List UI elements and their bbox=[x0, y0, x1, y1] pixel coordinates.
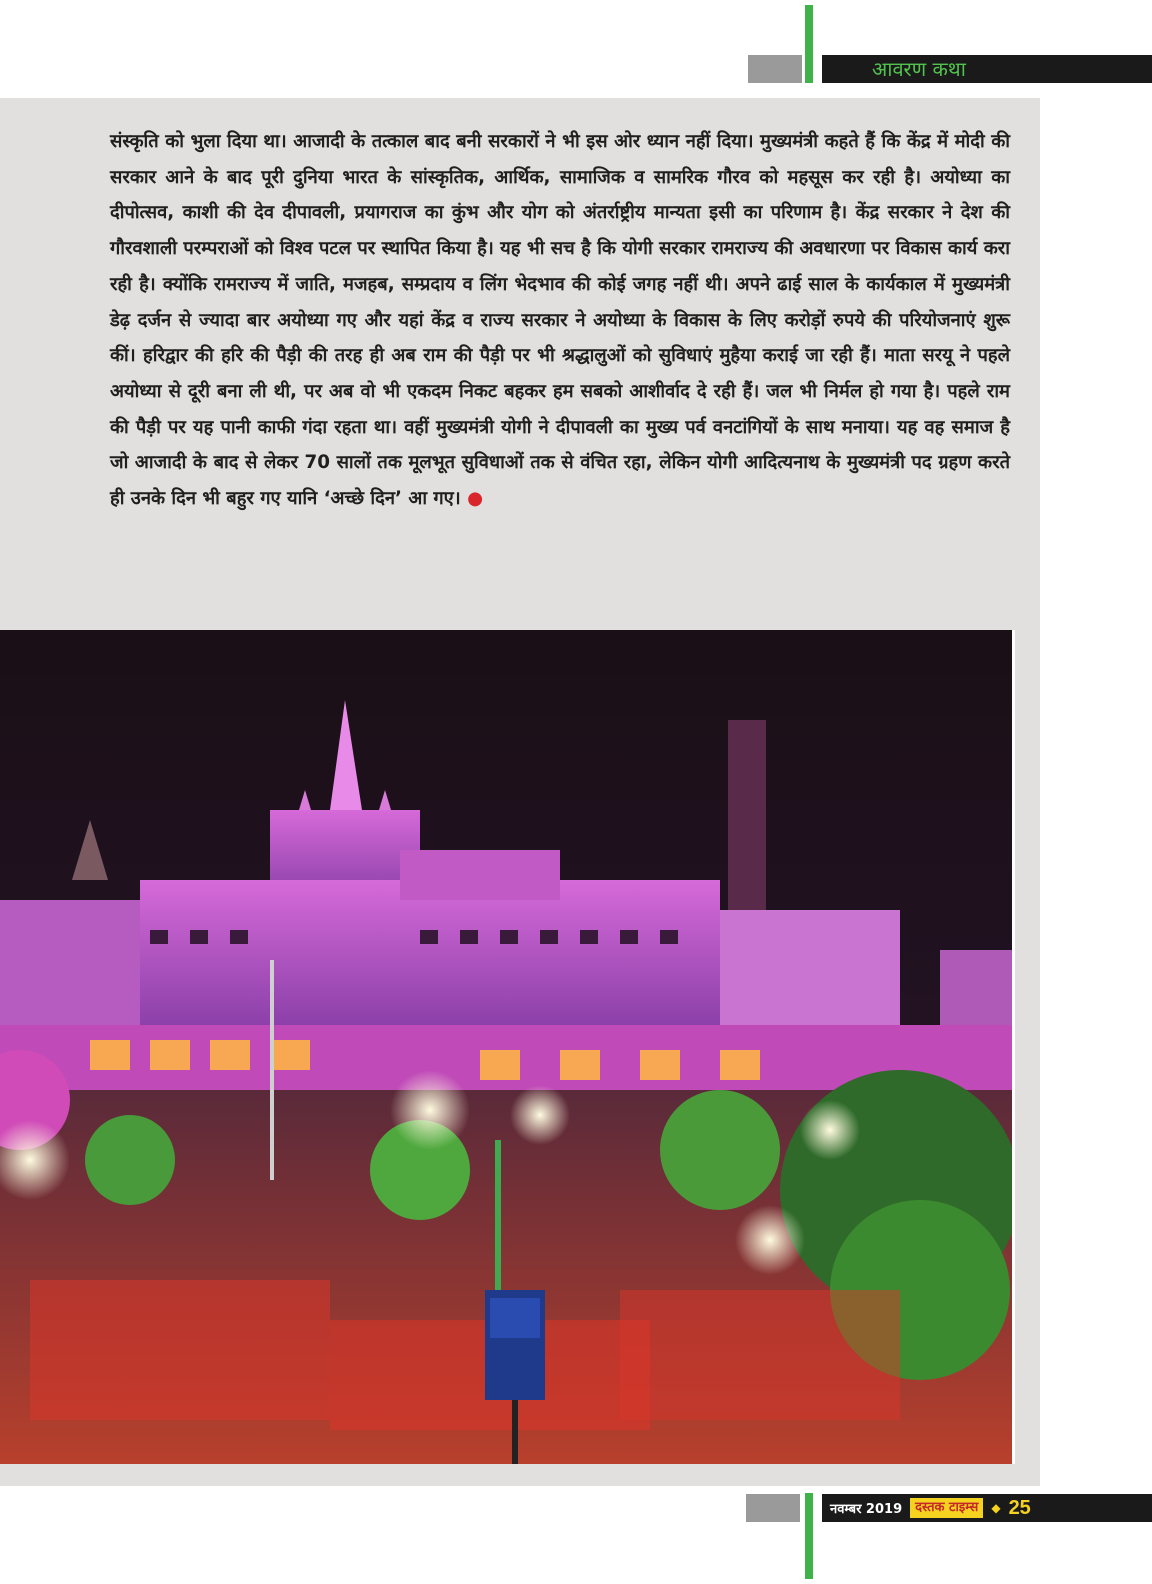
photo-illustration bbox=[0, 630, 1012, 1464]
article-body-text: संस्कृति को भुला दिया था। आजादी के तत्काल बाद बनी सरकारों ने भी इस ओर ध्यान नहीं दिया। मुख्यमंत्री कहते हैं कि केंद्र में मोदी की सरकार आने के बाद पूरी दुनिया भारत के सांस्कृतिक, आर्थिक, सामाजिक व सामरिक गौरव को महसूस कर रही है। अयोध्या का दीपोत्सव, काशी की देव दीपावली, प्रयागराज का कुंभ और योग को अंतर्राष्ट्रीय मान्यता इसी का परिणाम है। केंद्र सरकार ने देश की गौरवशाली परम्पराओं को विश्व पटल पर स्थापित किया है। यह भी सच है कि योगी सरकार रामराज्य की अवधारणा पर विकास कार्य करा रही है। क्योंकि रामराज्य में जाति, मजहब, सम्प्रदाय व लिंग भेदभाव की कोई जगह नहीं थी। अपने ढाई साल के कार्यकाल में मुख्यमंत्री डेढ़ दर्जन से ज्यादा बार अयोध्या गए और यहां केंद्र व राज्य सरकार ने अयोध्या के विकास के लिए करोड़ों रुपये की परियोजनाएं शुरू कीं। हरिद्वार की हरि की पैड़ी की तरह ही अब राम की पैड़ी पर भी श्रद्धालुओं को सुविधाएं मुहैया कराई जा रही हैं। माता सरयू ने पहले अयोध्या से दूरी बना ली थी, पर अब वो भी एकदम निकट बहकर हम सबको आशीर्वाद दे रही हैं। जल भी निर्मल हो गया है। पहले राम की पैड़ी पर यह पानी काफी गंदा रहता था। वहीं मुख्यमंत्री योगी ने दीपावली का मुख्य पर्व वनटांगियों के साथ मनाया। यह वह समाज है जो आजादी के बाद से लेकर 70 सालों तक मूलभूत सुविधाओं तक से वंचित रहा, लेकिन योगी आदित्यनाथ के मुख्यमंत्री पद ग्रहण करते ही उनके दिन भी बहुर गए यानि ‘अच्छे दिन’ आ गए। bbox=[110, 131, 1010, 510]
footer-green-rule bbox=[805, 1493, 813, 1579]
footer-gray-block bbox=[746, 1494, 800, 1522]
header-green-rule bbox=[805, 5, 813, 83]
article-body bbox=[110, 124, 1010, 517]
section-label: आवरण कथा bbox=[872, 57, 966, 81]
end-mark: ● bbox=[467, 488, 484, 510]
page-number: 25 bbox=[1008, 1496, 1031, 1519]
page-footer bbox=[822, 1494, 1152, 1522]
header-gray-block bbox=[748, 55, 802, 83]
diamond-separator-icon: ◆ bbox=[991, 1501, 1001, 1515]
ayodhya-deepotsav-photo bbox=[0, 630, 1015, 1464]
section-header bbox=[822, 55, 1152, 83]
magazine-logo: दस्तक टाइम्स bbox=[910, 1498, 983, 1518]
issue-date: नवम्बर 2019 bbox=[830, 1502, 903, 1517]
